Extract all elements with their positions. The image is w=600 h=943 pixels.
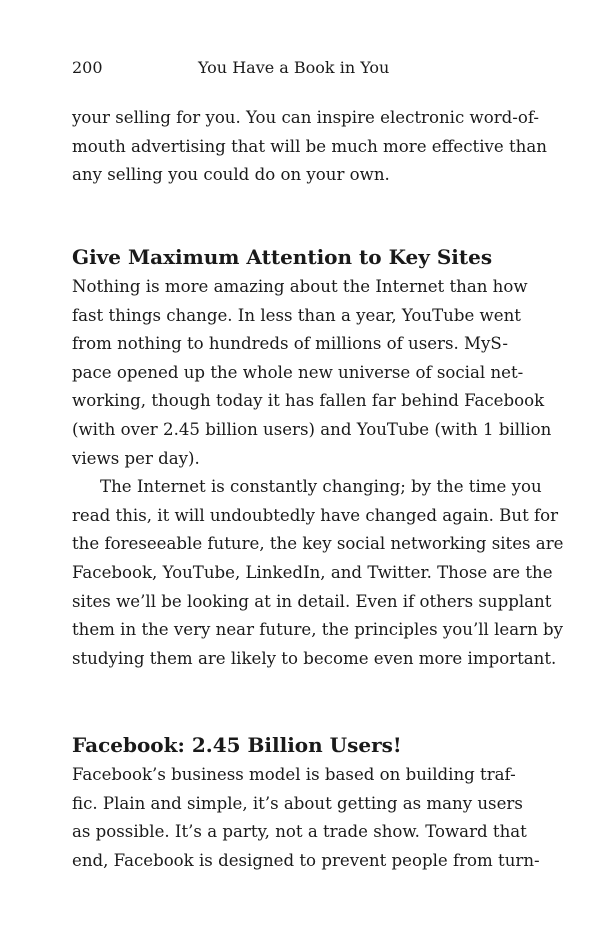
text-line: Facebook’s business model is based on building traf- — [72, 765, 516, 784]
text-line: studying them are likely to become even more important. — [72, 648, 557, 668]
section-heading-key-sites: Give Maximum Attention to Key Sites — [72, 245, 493, 269]
text-line: pace opened up the whole new universe of social net- — [72, 362, 524, 382]
text-line: as possible. It’s a party, not a trade show. Toward that — [72, 822, 527, 842]
text-line: fic. Plain and simple, it’s about getting as many users — [72, 793, 523, 813]
text-line: read this, it will undoubtedly have changed again. But for — [72, 505, 559, 525]
intro-paragraph — [72, 104, 547, 190]
paragraph — [72, 761, 540, 875]
text-line: them in the very near future, the principles you’ll learn by — [72, 620, 564, 640]
text-line: fast things change. In less than a year, YouTube went — [72, 305, 521, 325]
text-line: (with over 2.45 billion users) and YouTube (with 1 billion — [72, 419, 552, 439]
text-line: end, Facebook is designed to prevent people from turn- — [72, 850, 540, 870]
text-line: working, though today it has fallen far behind Facebook — [72, 391, 545, 411]
text-line: sites we’ll be looking at in detail. Even if others supplant — [72, 591, 552, 611]
text-line: The Internet is constantly changing; by the time you — [100, 477, 542, 497]
paragraph — [72, 473, 564, 673]
text-line: mouth advertising that will be much more effective than — [72, 136, 547, 156]
section-body-facebook — [72, 761, 540, 875]
paragraph — [72, 273, 552, 473]
running-head — [72, 56, 502, 80]
text-line: Facebook, YouTube, LinkedIn, and Twitter. Those are the — [72, 562, 553, 582]
text-line: from nothing to hundreds of millions of users. MyS- — [72, 334, 508, 354]
section-body-key-sites — [72, 273, 564, 673]
text-line: any selling you could do on your own. — [72, 165, 390, 185]
book-title: You Have a Book in You — [198, 58, 390, 77]
text-line: the foreseeable future, the key social networking sites are — [72, 534, 564, 554]
section-heading-facebook: Facebook: 2.45 Billion Users! — [72, 733, 402, 757]
page-number: 200 — [72, 58, 103, 77]
text-line: your selling for you. You can inspire electronic word-of- — [72, 108, 540, 127]
text-line: Nothing is more amazing about the Internet than how — [72, 277, 528, 296]
text-line: views per day). — [72, 448, 200, 468]
